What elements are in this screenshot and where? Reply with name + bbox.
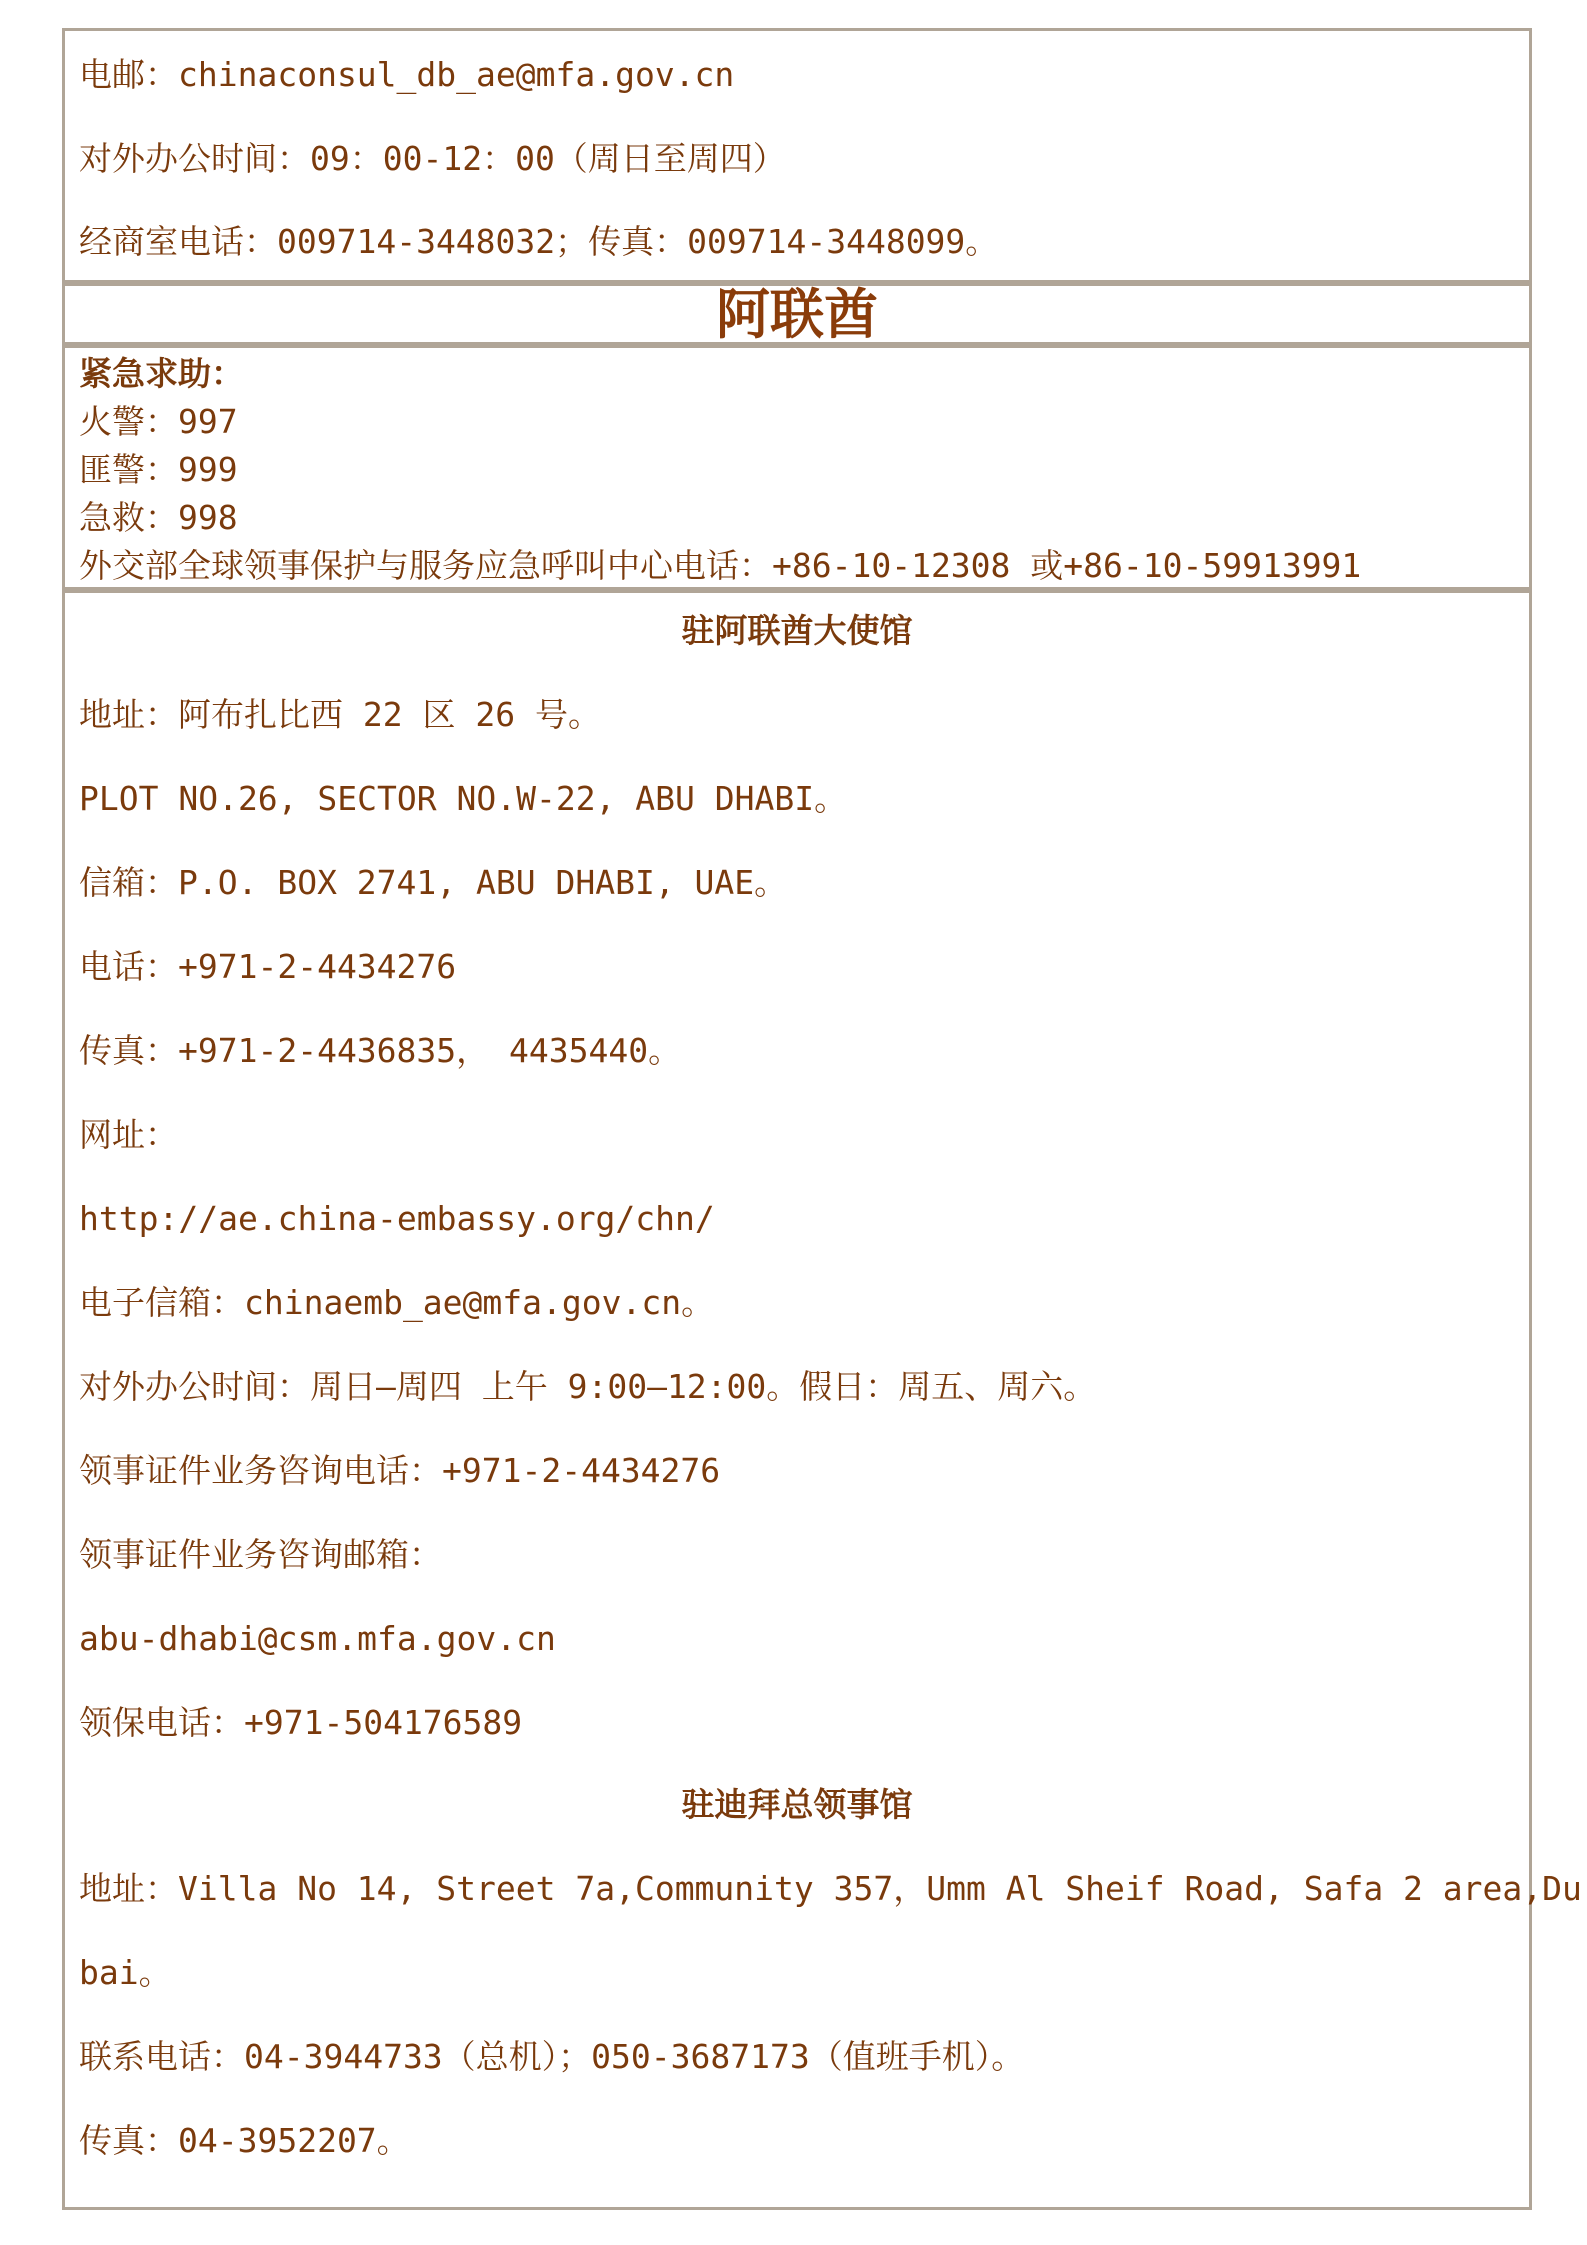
consulate-address-line2: bai。: [79, 1953, 172, 1992]
embassy-website-link[interactable]: http://ae.china-embassy.org/chn/: [79, 1199, 715, 1238]
embassy-fax: 传真：+971-2-4436835， 4435440。: [79, 1031, 682, 1070]
consulate-fax: 传真：04-3952207。: [79, 2121, 410, 2160]
top-contact-section: [62, 28, 1532, 283]
embassy-website-label: 网址：: [79, 1115, 178, 1154]
consular-email[interactable]: abu-dhabi@csm.mfa.gov.cn: [79, 1619, 556, 1658]
emergency-section: [62, 345, 1532, 590]
embassy-mailbox: 信箱：P.O. BOX 2741, ABU DHABI, UAE。: [79, 863, 788, 902]
commerce-office-line: 经商室电话：009714-3448032；传真：009714-3448099。: [79, 222, 999, 261]
embassy-address-cn: 地址：阿布扎比西 22 区 26 号。: [79, 695, 601, 734]
protection-phone: 领保电话：+971-504176589: [79, 1703, 523, 1742]
country-title-section: [62, 283, 1532, 345]
consular-phone: 领事证件业务咨询电话：+971-2-4434276: [79, 1451, 721, 1490]
consulate-email-line: 电邮：chinaconsul_db_ae@mfa.gov.cn: [79, 55, 735, 94]
consulate-address-line1: 地址：Villa No 14, Street 7a,Community 357，Umm Al Sheif Road, Safa 2 area,Du: [79, 1869, 1582, 1908]
embassy-email: 电子信箱：chinaemb_ae@mfa.gov.cn。: [79, 1283, 715, 1322]
ambulance-number: 急救：998: [79, 498, 238, 537]
embassy-title: 驻阿联酋大使馆: [681, 611, 913, 650]
embassy-hours: 对外办公时间：周日—周四 上午 9:00—12:00。假日：周五、周六。: [79, 1367, 1097, 1406]
embassy-phone: 电话：+971-2-4434276: [79, 947, 457, 986]
consular-email-label: 领事证件业务咨询邮箱：: [79, 1535, 442, 1574]
country-title: 阿联酋: [716, 282, 878, 346]
missions-section: [62, 590, 1582, 2210]
consulate-phone: 联系电话：04-3944733（总机）；050-3687173（值班手机）。: [79, 2037, 1025, 2076]
emergency-heading: 紧急求助：: [79, 354, 244, 393]
fire-number: 火警：997: [79, 402, 238, 441]
consular-hotline: 外交部全球领事保护与服务应急呼叫中心电话：+86-10-12308 或+86-10-59913991: [79, 546, 1362, 585]
embassy-address-en: PLOT NO.26, SECTOR NO.W-22, ABU DHABI。: [79, 779, 848, 818]
police-number: 匪警：999: [79, 450, 238, 489]
consulate-title: 驻迪拜总领事馆: [681, 1785, 913, 1824]
office-hours-line: 对外办公时间：09：00-12：00（周日至周四）: [79, 139, 786, 178]
